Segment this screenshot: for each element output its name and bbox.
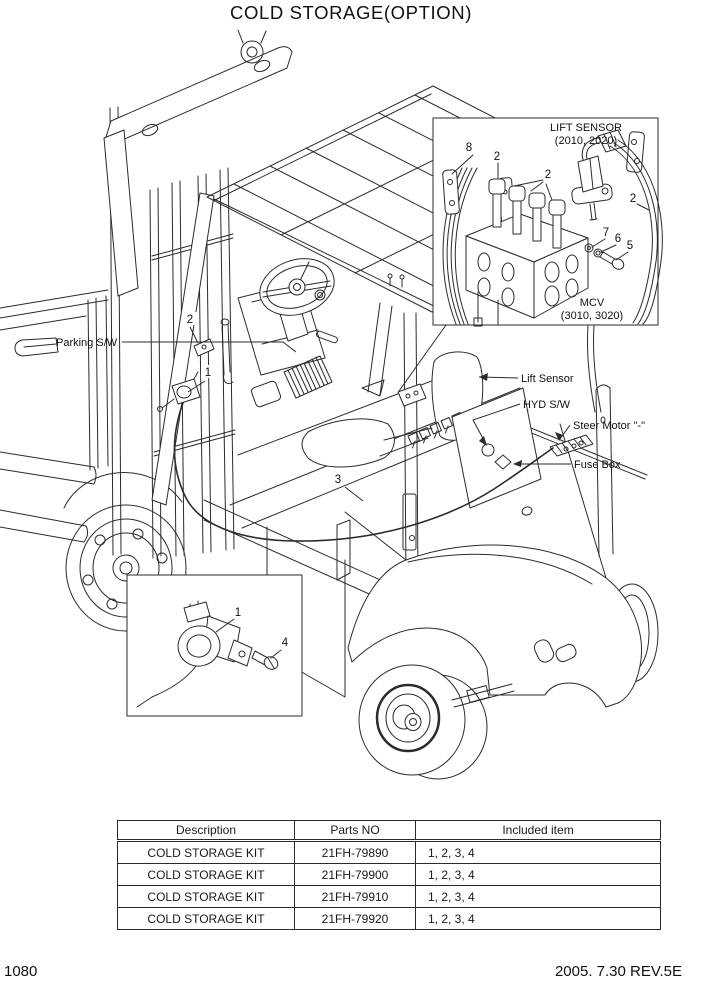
cell-parts-no: 21FH-79910: [295, 886, 416, 908]
cell-description: COLD STORAGE KIT: [118, 841, 295, 864]
table-row: [118, 886, 661, 908]
col-header-parts-no: Parts NO: [295, 821, 416, 841]
arrowhead: [555, 432, 563, 441]
cell-description: COLD STORAGE KIT: [118, 864, 295, 886]
callout-2: 2: [186, 314, 194, 326]
callout-2c: 2: [629, 193, 637, 205]
callout-1-inset: 1: [234, 607, 242, 619]
cell-description: COLD STORAGE KIT: [118, 908, 295, 930]
callout-8: 8: [465, 142, 473, 154]
label-steer-motor: Steer Motor "-": [573, 420, 645, 432]
callout-2b: 2: [544, 169, 552, 181]
page-number: 1080: [4, 963, 38, 980]
cell-parts-no: 21FH-79890: [295, 841, 416, 864]
inset-subtitle: (2010, 2020): [554, 135, 618, 147]
label-lift-sensor: Lift Sensor: [521, 373, 574, 385]
cell-included-item: 1, 2, 3, 4: [416, 864, 661, 886]
cell-included-item: 1, 2, 3, 4: [416, 841, 661, 864]
callout-2a: 2: [493, 151, 501, 163]
right-bracket: [626, 131, 644, 172]
table-row: [118, 841, 661, 864]
callout-6: 6: [614, 233, 622, 245]
switch-inset: [127, 575, 302, 716]
label-hyd-sw: HYD S/W: [523, 399, 571, 411]
table-header-row: [118, 821, 661, 841]
callout-7: 7: [602, 227, 610, 239]
mcv-subtitle: (3010, 3020): [560, 310, 624, 322]
mcv-label: MCV: [579, 297, 605, 309]
table-row: [118, 908, 661, 930]
labels: [56, 312, 645, 501]
cell-included-item: 1, 2, 3, 4: [416, 908, 661, 930]
rear-right-post: [587, 326, 613, 556]
cell-parts-no: 21FH-79900: [295, 864, 416, 886]
callout-1: 1: [204, 367, 212, 379]
clamp-plate-8: [442, 170, 459, 215]
seat: [302, 352, 483, 467]
lift-sensor-inset: [399, 118, 662, 391]
fork-backrest: [0, 290, 108, 470]
cell-description: COLD STORAGE KIT: [118, 886, 295, 908]
table-row: [118, 864, 661, 886]
page-title: COLD STORAGE(OPTION): [230, 2, 472, 23]
cell-included-item: 1, 2, 3, 4: [416, 886, 661, 908]
revision-stamp: 2005. 7.30 REV.5E: [554, 963, 682, 980]
inset-title: LIFT SENSOR: [550, 122, 622, 134]
parts-table: [117, 820, 661, 930]
forks: [0, 452, 96, 542]
label-fuse-box: Fuse Box: [574, 459, 621, 471]
floor-flap: [250, 380, 281, 408]
col-header-included-item: Included item: [416, 821, 661, 841]
cell-parts-no: 21FH-79920: [295, 908, 416, 930]
callout-4-inset: 4: [281, 637, 289, 649]
mast: [110, 107, 235, 558]
label-parking-sw: Parking S/W: [56, 337, 118, 349]
callout-5: 5: [626, 240, 634, 252]
callout-3: 3: [334, 474, 342, 486]
col-header-description: Description: [118, 821, 295, 841]
